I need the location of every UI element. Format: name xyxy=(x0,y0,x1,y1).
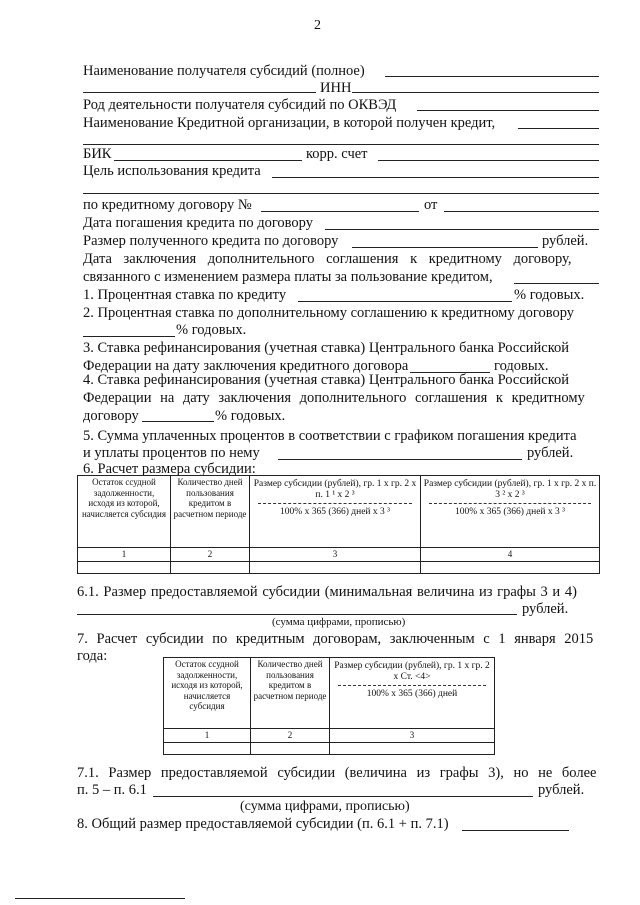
contract-no-label: по кредитному договору № xyxy=(83,197,252,213)
t1-col4-denominator: 100% х 365 (366) дней х 3 ³ xyxy=(455,507,565,517)
t2-cell-2[interactable] xyxy=(251,742,330,754)
t1-col4-formula: Размер субсидии (рублей), гр. 1 х гр. 2 х п. 3 ² х 2 ³ xyxy=(423,479,597,500)
t2-cell-1[interactable] xyxy=(164,742,251,754)
t1-num-4: 4 xyxy=(421,548,600,562)
item-5-field[interactable] xyxy=(278,459,522,460)
item-7-1-line-1: 7.1. Размер предоставляемой субсидии (величина из графы 3), но не более xyxy=(77,765,597,781)
item-7-line-1: 7. Расчет субсидии по кредитным договорам, заключенным с 1 января 2015 xyxy=(77,631,594,647)
t2-num-1: 1 xyxy=(164,729,251,743)
t1-num-2: 2 xyxy=(171,548,250,562)
credit-org-label: Наименование Кредитной организации, в которой получен кредит, xyxy=(83,115,496,131)
t2-col3-denominator: 100% х 365 (366) дней xyxy=(366,689,458,699)
contract-no-field[interactable] xyxy=(261,211,419,212)
item-4-line-2: Федерации на дату заключения дополнительного соглашения к кредитному xyxy=(83,390,585,406)
purpose-label: Цель использования кредита xyxy=(83,163,261,179)
recipient-name-field[interactable] xyxy=(385,76,599,77)
t1-cell-1[interactable] xyxy=(78,561,171,573)
page-number: 2 xyxy=(314,18,321,33)
item-6-1-field[interactable] xyxy=(77,614,517,615)
inn-field[interactable] xyxy=(352,92,599,93)
t1-col3-formula: Размер субсидии (рублей), гр. 1 х гр. 2 х п. 1 ¹ х 2 ³ xyxy=(253,479,417,500)
item-6-1-suffix: рублей. xyxy=(522,601,569,617)
item-1-label: 1. Процентная ставка по кредиту xyxy=(83,287,287,303)
extra-agreement-date-field[interactable] xyxy=(514,283,599,284)
purpose-field[interactable] xyxy=(272,177,599,178)
item-7-line-2: года: xyxy=(77,648,108,664)
footnote-rule xyxy=(15,898,185,899)
t2-num-3: 3 xyxy=(330,729,495,743)
t1-num-1: 1 xyxy=(78,548,171,562)
item-1-field[interactable] xyxy=(298,301,512,302)
item-5-line-1: 5. Сумма уплаченных процентов в соответствии с графиком погашения кредита xyxy=(83,428,577,444)
contract-date-field[interactable] xyxy=(444,211,599,212)
recipient-name-field-cont[interactable] xyxy=(83,92,316,93)
t2-col1-header: Остаток ссудной задолженности, исходя из которой, начисляется субсидия xyxy=(164,658,251,729)
caption-1: (сумма цифрами, прописью) xyxy=(272,616,406,628)
inn-label: ИНН xyxy=(320,80,352,96)
bik-label: БИК xyxy=(83,146,112,162)
caption-2: (сумма цифрами, прописью) xyxy=(240,799,410,814)
extra-agreement-line-1 xyxy=(83,250,599,268)
subsidy-table-2 xyxy=(163,657,495,755)
t2-cell-3[interactable] xyxy=(330,742,495,754)
extra-agreement-text: Дата заключения дополнительного соглашения к кредитному договору, xyxy=(83,251,572,267)
t1-col2-header: Количество дней пользования кредитом в расчетном периоде xyxy=(171,476,250,548)
t1-cell-2[interactable] xyxy=(171,561,250,573)
item-2-suffix: % годовых. xyxy=(176,322,247,338)
item-6-label: 6. Расчет размера субсидии: xyxy=(83,461,256,477)
purpose-field-cont[interactable] xyxy=(83,193,599,194)
item-2-field[interactable] xyxy=(83,336,175,337)
contract-from-label: от xyxy=(424,197,438,213)
recipient-name-label: Наименование получателя субсидий (полное) xyxy=(83,63,365,79)
t1-col3-header xyxy=(250,476,421,548)
item-7-1-suffix: рублей. xyxy=(538,782,585,798)
item-4-line-1: 4. Ставка рефинансирования (учетная ставка) Центрального банка Российской xyxy=(83,372,570,388)
item-3-suffix: годовых. xyxy=(494,358,549,374)
item-8-label: 8. Общий размер предоставляемой субсидии (п. 6.1 + п. 7.1) xyxy=(77,816,449,832)
t1-col3-denominator: 100% х 365 (366) дней х 3 ³ xyxy=(280,507,390,517)
rubles-label: рублей. xyxy=(542,233,589,249)
item-8-field[interactable] xyxy=(462,830,569,831)
item-7-1-line-2: п. 5 – п. 6.1 xyxy=(77,782,147,798)
corr-account-field[interactable] xyxy=(378,160,599,161)
t1-cell-4[interactable] xyxy=(421,561,600,573)
bik-field[interactable] xyxy=(114,160,302,161)
extra-agreement-line-2: связанного с изменением размера платы за пользование кредитом, xyxy=(83,269,493,285)
okved-field[interactable] xyxy=(417,110,599,111)
item-5-suffix: рублей. xyxy=(527,445,574,461)
item-3-line-1: 3. Ставка рефинансирования (учетная ставка) Центрального банка Российской xyxy=(83,340,570,356)
t2-col3-header xyxy=(330,658,495,729)
repay-date-field[interactable] xyxy=(325,229,599,230)
corr-account-label: корр. счет xyxy=(306,146,368,162)
item-7-1-field[interactable] xyxy=(153,796,533,797)
item-4-field[interactable] xyxy=(142,421,214,422)
item-4-suffix: % годовых. xyxy=(215,408,286,424)
item-2-label: 2. Процентная ставка по дополнительному соглашению к кредитному договору xyxy=(83,305,574,321)
t1-col4-header xyxy=(421,476,600,548)
credit-org-field[interactable] xyxy=(518,128,599,129)
credit-amount-label: Размер полученного кредита по договору xyxy=(83,233,339,249)
t2-col2-header: Количество дней пользования кредитом в расчетном периоде xyxy=(251,658,330,729)
t1-cell-3[interactable] xyxy=(250,561,421,573)
item-3-line-2: Федерации на дату заключения кредитного договора xyxy=(83,358,409,374)
subsidy-table-1 xyxy=(77,475,600,574)
t1-col1-header: Остаток ссудной задолженности, исходя из которой, начисляется субсидия xyxy=(78,476,171,548)
credit-amount-field[interactable] xyxy=(352,247,538,248)
repay-date-label: Дата погашения кредита по договору xyxy=(83,215,313,231)
t2-num-2: 2 xyxy=(251,729,330,743)
item-1-suffix: % годовых. xyxy=(514,287,585,303)
item-4-line-3-prefix: договору xyxy=(83,408,139,424)
item-6-1-label: 6.1. Размер предоставляемой субсидии (минимальная величина из графы 3 и 4) xyxy=(77,584,577,600)
t2-col3-formula: Размер субсидии (рублей), гр. 1 х гр. 2 х Ст. <4> xyxy=(334,661,490,682)
t1-num-3: 3 xyxy=(250,548,421,562)
okved-label: Род деятельности получателя субсидий по ОКВЭД xyxy=(83,97,397,113)
item-5-line-2: и уплаты процентов по нему xyxy=(83,445,260,461)
